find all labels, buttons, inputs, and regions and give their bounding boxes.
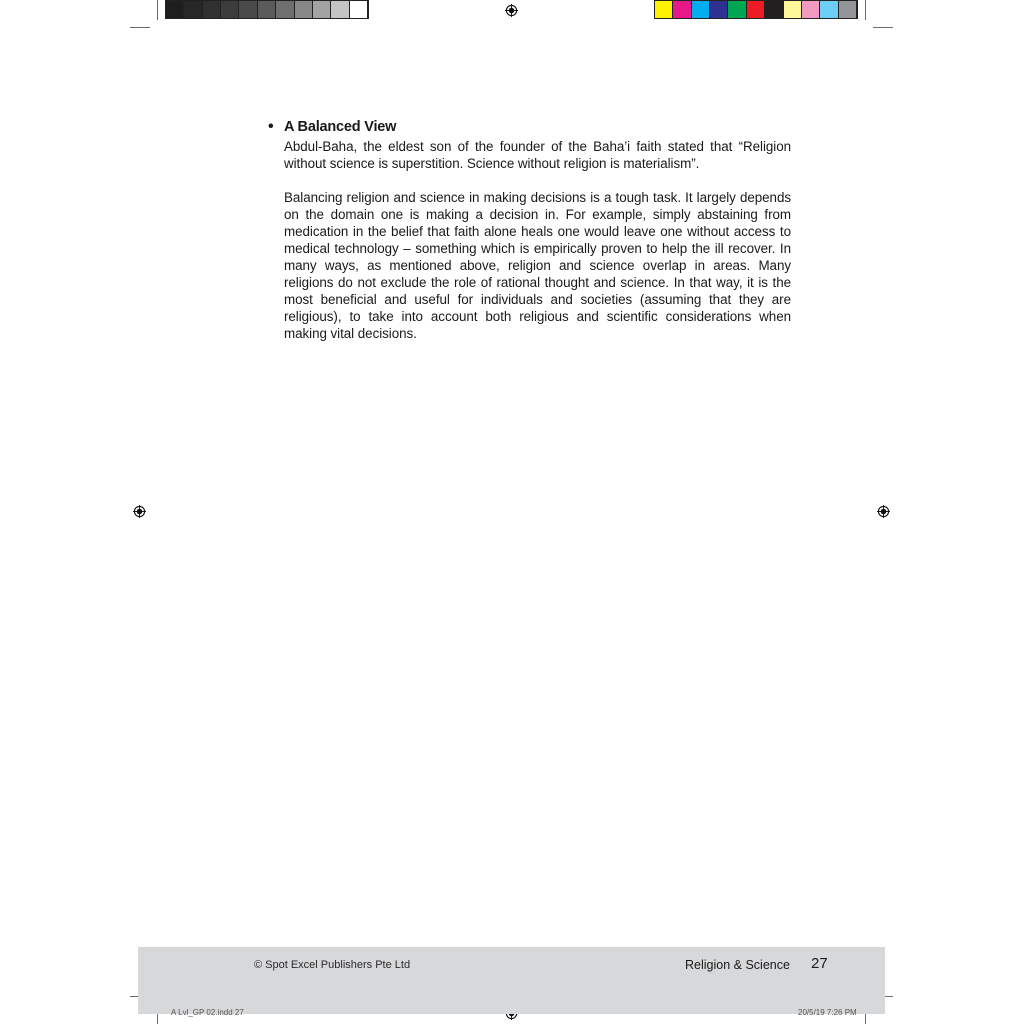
color-swatch [820, 1, 838, 18]
slug-file-name: A Lvl_GP 02.indd 27 [171, 1008, 244, 1017]
body-paragraph: Balancing religion and science in making decisions is a tough task. It largely depends on the domain one is making a decision in. For example, simply abstaining from medication in the belief that faith alone heals one would leave one without access to medical technology – something which is empirically proven to help the ill recover. In many ways, as mentioned above, religion and science overlap in areas. Many religions do not exclude the role of rational thought and science. In that way, it is the most beneficial and useful for individuals and societies (assuming that they are religious), to take into account both religious and scientific considerations when making vital decisions. [284, 190, 791, 341]
color-swatch [673, 1, 691, 18]
gray-swatch [258, 1, 276, 18]
crop-mark [865, 0, 866, 20]
crop-mark [130, 27, 150, 28]
crop-mark [873, 27, 893, 28]
page-number: 27 [811, 955, 828, 972]
color-bar [654, 0, 858, 19]
color-swatch [728, 1, 746, 18]
gray-swatch [203, 1, 221, 18]
gray-swatch [184, 1, 202, 18]
section-body [268, 118, 791, 342]
gray-swatch [295, 1, 313, 18]
section-heading: A Balanced View [284, 119, 397, 135]
gray-swatch [239, 1, 257, 18]
bullet-icon: • [268, 118, 274, 135]
registration-mark-icon [877, 505, 890, 518]
copyright-text: © Spot Excel Publishers Pte Ltd [254, 959, 411, 971]
gray-swatch [331, 1, 349, 18]
gray-swatch [166, 1, 184, 18]
registration-mark-icon [505, 4, 518, 17]
registration-mark-icon [133, 505, 146, 518]
gray-swatch [221, 1, 239, 18]
chapter-title: Religion & Science [685, 958, 790, 972]
section-heading-row [268, 118, 791, 136]
crop-mark [157, 0, 158, 20]
color-swatch [692, 1, 710, 18]
color-swatch [747, 1, 765, 18]
grayscale-bar [165, 0, 369, 19]
gray-swatch [313, 1, 331, 18]
color-swatch [655, 1, 673, 18]
color-swatch [710, 1, 728, 18]
color-swatch [802, 1, 820, 18]
gray-swatch [350, 1, 368, 18]
color-swatch [784, 1, 802, 18]
color-swatch [839, 1, 857, 18]
slug-date: 20/5/19 7:26 PM [798, 1008, 857, 1017]
gray-swatch [276, 1, 294, 18]
quote-paragraph: Abdul-Baha, the eldest son of the founder of the Baha’i faith stated that “Religion without science is superstition. Science without religion is materialism”. [284, 139, 791, 171]
color-swatch [765, 1, 783, 18]
